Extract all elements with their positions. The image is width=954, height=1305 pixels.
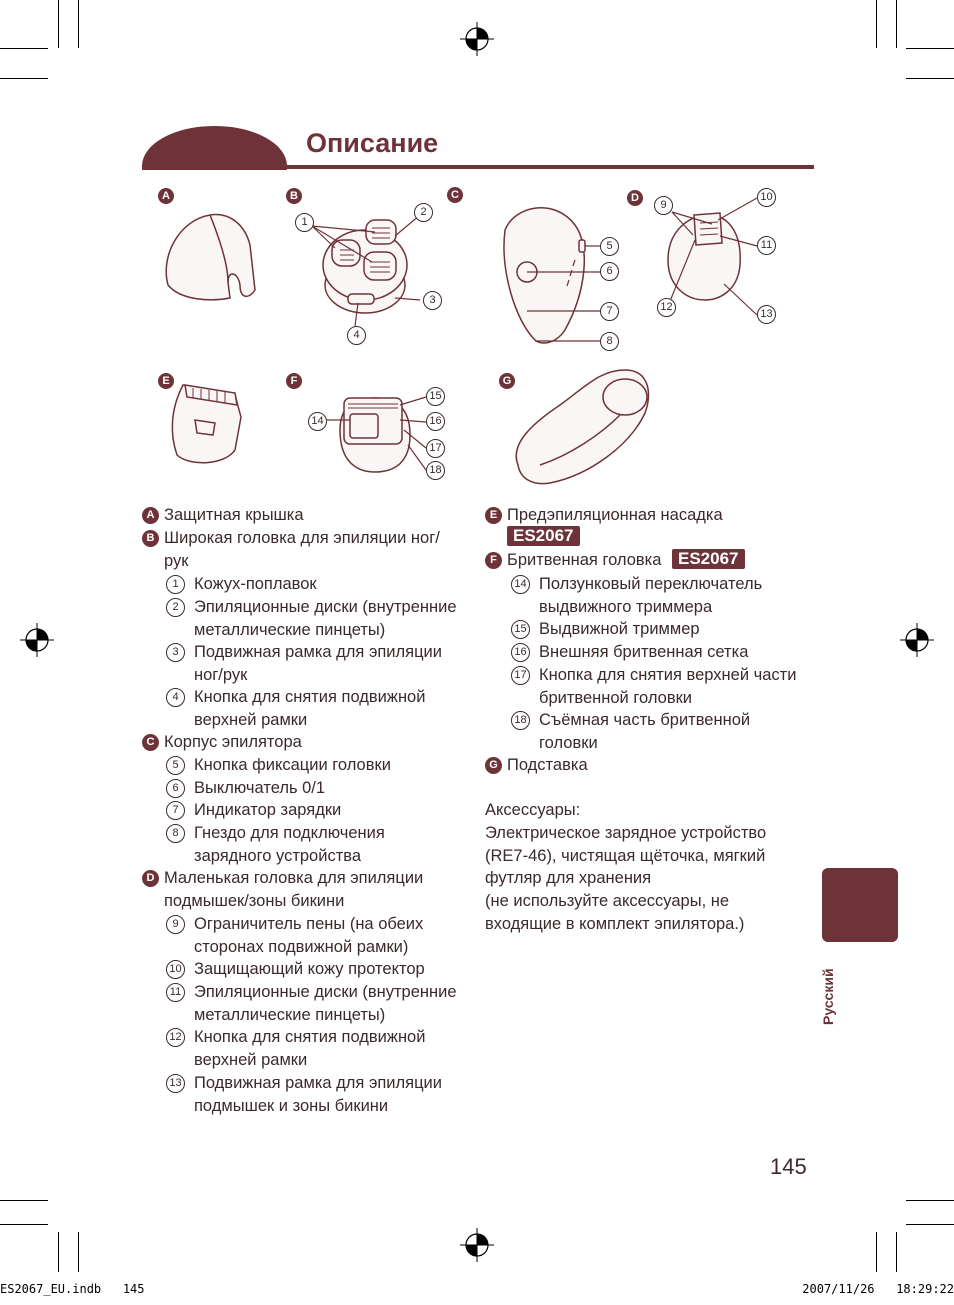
accessories-line: (RE7-46), чистящая щёточка, мягкий xyxy=(485,847,766,865)
page-number: 145 xyxy=(770,1154,807,1179)
figure-label-a: A xyxy=(158,188,174,204)
language-tab xyxy=(822,868,898,942)
callout-15: 15 xyxy=(426,387,445,406)
model-badge: ES2067 xyxy=(672,549,745,569)
section-d-text: Маленькая головка для эпиляции xyxy=(164,869,424,887)
figure-label-c: C xyxy=(447,187,463,203)
callout-3: 3 xyxy=(423,291,442,310)
list-item: 13 Подвижная рамка для эпиляции подмышек и зоны бикини xyxy=(166,1072,466,1118)
list-item: 5 Кнопка фиксации головки xyxy=(166,754,466,777)
list-item: 9 Ограничитель пены (на обеих сторонах подвижной рамки) xyxy=(166,913,466,959)
section-c xyxy=(142,731,462,754)
figure-label-b: B xyxy=(286,188,302,204)
callout-13: 13 xyxy=(757,305,776,324)
callout-8: 8 xyxy=(600,332,619,351)
list-item: 11 Эпиляционные диски (внутренние металлические пинцеты) xyxy=(166,981,466,1027)
callout-10: 10 xyxy=(757,188,776,207)
section-a xyxy=(142,504,462,527)
section-label-f: F xyxy=(485,552,502,569)
figure-label-e: E xyxy=(158,373,174,389)
list-item: 16 Внешняя бритвенная сетка xyxy=(511,641,811,664)
callout-1: 1 xyxy=(295,213,314,232)
section-b-text: Широкая головка для эпиляции ног/ xyxy=(164,529,440,547)
list-item: 3 Подвижная рамка для эпиляции ног/рук xyxy=(166,641,466,687)
language-tab-label: Русский xyxy=(820,968,836,1025)
callout-18: 18 xyxy=(426,461,445,480)
accessories-line: (не используйте аксессуары, не xyxy=(485,892,730,910)
section-d xyxy=(142,867,462,890)
callout-14: 14 xyxy=(308,412,327,431)
accessories-line: футляр для хранения xyxy=(485,869,652,887)
list-item: 6 Выключатель 0/1 xyxy=(166,777,466,800)
footer-timestamp: 2007/11/26 18:29:22 xyxy=(802,1282,954,1296)
callout-12: 12 xyxy=(657,298,676,317)
list-item: 7 Индикатор зарядки xyxy=(166,799,466,822)
section-f-text: Бритвенная головка xyxy=(507,551,662,569)
accessories-line: Электрическое зарядное устройство xyxy=(485,824,767,842)
section-g-text: Подставка xyxy=(507,756,588,774)
list-item: 18 Съёмная часть бритвенной головки xyxy=(511,709,811,755)
stand-illustration xyxy=(510,365,655,490)
section-b xyxy=(142,527,462,550)
section-label-b: B xyxy=(142,530,159,547)
list-item: 8 Гнездо для подключения зарядного устройства xyxy=(166,822,466,868)
section-label-c: C xyxy=(142,734,159,751)
accessories-heading: Аксессуары: xyxy=(485,801,581,819)
section-label-g: G xyxy=(485,757,502,774)
callout-2: 2 xyxy=(414,203,433,222)
footer-file: ES2067_EU.indb 145 xyxy=(0,1282,145,1296)
figure-label-d: D xyxy=(627,190,643,206)
section-g xyxy=(485,754,805,777)
list-item: 12 Кнопка для снятия подвижной верхней рамки xyxy=(166,1026,466,1072)
callout-11: 11 xyxy=(757,236,776,255)
figure-label-g: G xyxy=(499,373,515,389)
section-c-text: Корпус эпилятора xyxy=(164,733,302,751)
list-item: 10 Защищающий кожу протектор xyxy=(166,958,466,981)
list-item: 14 Ползунковый переключатель выдвижного триммера xyxy=(511,573,811,619)
callout-9: 9 xyxy=(654,196,673,215)
list-item: 1 Кожух-поплавок xyxy=(166,573,466,596)
section-label-e: E xyxy=(485,507,502,524)
callout-7: 7 xyxy=(600,302,619,321)
list-item: 2 Эпиляционные диски (внутренние металлические пинцеты) xyxy=(166,596,466,642)
section-b-cont: рук xyxy=(164,552,189,570)
callout-4: 4 xyxy=(347,326,366,345)
section-d-cont: подмышек/зоны бикини xyxy=(164,892,345,910)
registration-mark-icon xyxy=(20,623,54,657)
list-item: 4 Кнопка для снятия подвижной верхней рамки xyxy=(166,686,466,732)
section-a-text: Защитная крышка xyxy=(164,506,304,524)
registration-mark-icon xyxy=(900,623,934,657)
section-f xyxy=(485,549,805,572)
section-label-a: A xyxy=(142,507,159,524)
list-item: 17 Кнопка для снятия верхней части бритвенной головки xyxy=(511,664,811,710)
list-item: 15 Выдвижной триммер xyxy=(511,618,811,641)
section-e-text: Предэпиляционная насадка xyxy=(507,506,723,524)
page-title: Описание xyxy=(306,128,439,158)
callout-17: 17 xyxy=(426,439,445,458)
callout-16: 16 xyxy=(426,412,445,431)
figure-label-f: F xyxy=(286,373,302,389)
leader-lines-f xyxy=(0,0,954,500)
accessories-line: входящие в комплект эпилятора.) xyxy=(485,915,745,933)
section-e xyxy=(485,504,805,527)
callout-6: 6 xyxy=(600,262,619,281)
callout-5: 5 xyxy=(600,237,619,256)
registration-mark-icon xyxy=(460,1228,494,1262)
model-badge: ES2067 xyxy=(507,526,580,546)
section-label-d: D xyxy=(142,870,159,887)
